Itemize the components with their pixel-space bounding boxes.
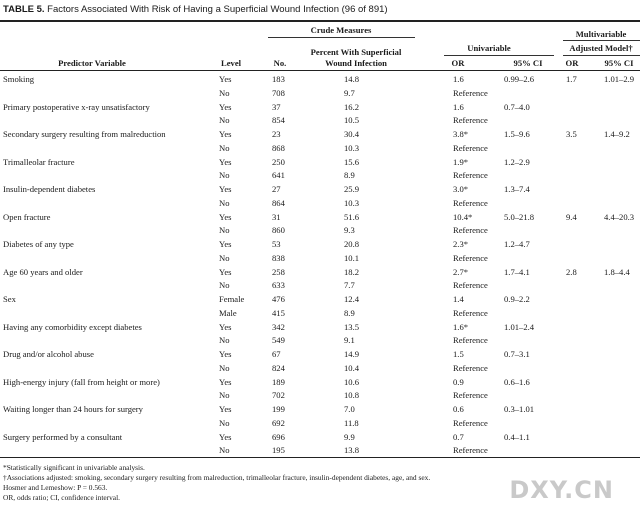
- cell-or: Reference: [453, 170, 488, 180]
- cell-or: 2.7*: [453, 266, 469, 277]
- footnote-abbreviations: OR, odds ratio; CI, confidence interval.: [3, 493, 120, 502]
- cell-or: 1.6: [453, 101, 464, 112]
- cell-level: Yes: [219, 184, 232, 194]
- cell-percent: 7.0: [344, 404, 355, 414]
- cell-number: 189: [272, 376, 285, 387]
- header-ci: 95% CI: [513, 58, 543, 68]
- header-multivariable: Multivariable: [575, 29, 627, 39]
- cell-percent: 8.9: [344, 307, 355, 318]
- cell-level: Yes: [219, 266, 232, 277]
- cell-number: 854: [272, 115, 285, 125]
- cell-number: 633: [272, 280, 285, 290]
- cell-or: 3.8*: [453, 129, 469, 139]
- cell-or: 0.9: [453, 376, 464, 387]
- cell-percent: 10.1: [344, 252, 360, 263]
- cell-level: Yes: [219, 101, 232, 112]
- cell-number: 549: [272, 335, 285, 345]
- header-adjusted-or: OR: [565, 58, 579, 68]
- cell-number: 641: [272, 170, 285, 180]
- cell-adjusted-ci: 4.4–20.3: [604, 211, 635, 222]
- cell-percent: 10.4: [344, 362, 360, 373]
- cell-number: 702: [272, 390, 285, 400]
- cell-level: Male: [219, 307, 237, 318]
- cell-level: No: [219, 280, 230, 290]
- header-rule: [0, 70, 640, 71]
- multivariable-underline: [563, 40, 640, 41]
- cell-number: 824: [272, 362, 285, 373]
- cell-ci: 0.7–3.1: [504, 349, 530, 359]
- cell-number: 864: [272, 197, 285, 208]
- predictor-label: Having any comorbidity except diabetes: [3, 321, 142, 332]
- cell-level: Yes: [219, 431, 232, 442]
- cell-number: 860: [272, 225, 285, 235]
- cell-or: 0.7: [453, 431, 464, 442]
- cell-or: 1.6*: [453, 321, 469, 332]
- header-adjusted-ci: 95% CI: [604, 58, 634, 68]
- univariable-underline: [444, 55, 554, 56]
- cell-percent: 51.6: [344, 211, 360, 222]
- predictor-label: Surgery performed by a consultant: [3, 431, 123, 442]
- predictor-label: Age 60 years and older: [3, 266, 83, 277]
- cell-adjusted-or: 9.4: [566, 211, 577, 222]
- cell-number: 37: [272, 101, 281, 112]
- cell-number: 415: [272, 307, 285, 318]
- cell-or: Reference: [453, 390, 488, 400]
- cell-number: 476: [272, 294, 285, 304]
- cell-ci: 0.4–1.1: [504, 431, 530, 442]
- cell-ci: 1.2–2.9: [504, 156, 530, 167]
- predictor-label: Open fracture: [3, 211, 51, 222]
- cell-percent: 14.9: [344, 349, 360, 359]
- cell-percent: 10.5: [344, 115, 360, 125]
- cell-number: 31: [272, 211, 281, 222]
- cell-ci: 1.3–7.4: [504, 184, 530, 194]
- cell-number: 183: [272, 74, 285, 84]
- cell-percent: 11.8: [344, 417, 359, 428]
- cell-level: No: [219, 252, 230, 263]
- table-caption: Factors Associated With Risk of Having a Superficial Wound Infection (96 of 891): [47, 4, 388, 15]
- cell-or: 10.4*: [453, 211, 473, 222]
- cell-level: Yes: [219, 349, 232, 359]
- cell-level: No: [219, 445, 230, 455]
- footnote-adjustment: †Associations adjusted: smoking, secondary surgery resulting from malreduction, trimalleolar fracture, insulin-dependent diabetes, age, and sex.: [3, 473, 431, 482]
- cell-percent: 14.8: [344, 74, 360, 84]
- cell-or: 2.3*: [453, 239, 469, 249]
- cell-percent: 10.8: [344, 390, 360, 400]
- cell-percent: 25.9: [344, 184, 360, 194]
- cell-level: No: [219, 390, 230, 400]
- cell-or: Reference: [453, 280, 488, 290]
- cell-level: Yes: [219, 74, 232, 84]
- cell-or: Reference: [453, 115, 488, 125]
- cell-percent: 10.3: [344, 142, 360, 153]
- cell-or: Reference: [453, 252, 488, 263]
- cell-ci: 0.3–1.01: [504, 404, 535, 414]
- cell-level: Yes: [219, 239, 232, 249]
- cell-number: 23: [272, 129, 281, 139]
- predictor-label: Insulin-dependent diabetes: [3, 184, 96, 194]
- header-univariable: Univariable: [467, 43, 511, 53]
- cell-number: 27: [272, 184, 281, 194]
- cell-or: 1.9*: [453, 156, 469, 167]
- cell-number: 53: [272, 239, 281, 249]
- cell-level: Yes: [219, 129, 232, 139]
- top-rule: [0, 20, 640, 22]
- cell-percent: 13.8: [344, 445, 360, 455]
- cell-percent: 15.6: [344, 156, 360, 167]
- header-predictor: Predictor Variable: [58, 58, 126, 68]
- cell-level: No: [219, 170, 230, 180]
- cell-or: 1.6: [453, 74, 464, 84]
- header-percent-line1: Percent With Superficial: [310, 47, 402, 57]
- cell-ci: 0.6–1.6: [504, 376, 530, 387]
- cell-or: Reference: [453, 335, 488, 345]
- cell-level: Yes: [219, 211, 232, 222]
- cell-or: Reference: [453, 307, 488, 318]
- adjusted-underline: [563, 55, 640, 56]
- predictor-label: Drug and/or alcohol abuse: [3, 349, 94, 359]
- predictor-label: Secondary surgery resulting from malreduction: [3, 129, 166, 139]
- predictor-label: Diabetes of any type: [3, 239, 74, 249]
- cell-percent: 9.3: [344, 225, 355, 235]
- cell-percent: 8.9: [344, 170, 355, 180]
- cell-adjusted-or: 1.7: [566, 74, 577, 84]
- cell-percent: 18.2: [344, 266, 360, 277]
- cell-number: 696: [272, 431, 285, 442]
- cell-or: 1.4: [453, 294, 464, 304]
- watermark-logo: DXY.CN: [509, 476, 614, 504]
- bottom-rule: [0, 457, 640, 458]
- cell-percent: 10.3: [344, 197, 360, 208]
- predictor-label: Sex: [3, 294, 16, 304]
- cell-or: Reference: [453, 142, 488, 153]
- cell-ci: 0.9–2.2: [504, 294, 530, 304]
- cell-number: 250: [272, 156, 285, 167]
- cell-level: No: [219, 362, 230, 373]
- cell-number: 67: [272, 349, 281, 359]
- header-level: Level: [220, 58, 242, 68]
- cell-percent: 30.4: [344, 129, 360, 139]
- cell-or: 1.5: [453, 349, 464, 359]
- cell-percent: 16.2: [344, 101, 360, 112]
- table-title: [3, 4, 388, 15]
- predictor-label: Waiting longer than 24 hours for surgery: [3, 404, 143, 414]
- cell-percent: 12.4: [344, 294, 360, 304]
- footnote-hosmer-lemeshow: Hosmer and Lemeshow: P = 0.563.: [3, 483, 108, 492]
- cell-ci: 5.0–21.8: [504, 211, 535, 222]
- cell-number: 342: [272, 321, 285, 332]
- predictor-label: Smoking: [3, 74, 35, 84]
- cell-or: 3.0*: [453, 184, 469, 194]
- cell-level: Yes: [219, 156, 232, 167]
- cell-level: No: [219, 335, 230, 345]
- cell-adjusted-or: 3.5: [566, 129, 577, 139]
- predictor-label: Primary postoperative x-ray unsatisfactory: [3, 101, 150, 112]
- cell-number: 868: [272, 142, 285, 153]
- header-number: No.: [273, 58, 287, 68]
- cell-level: No: [219, 197, 230, 208]
- cell-level: No: [219, 417, 230, 428]
- cell-or: Reference: [453, 445, 488, 455]
- cell-percent: 9.9: [344, 431, 355, 442]
- cell-or: Reference: [453, 417, 488, 428]
- cell-number: 692: [272, 417, 285, 428]
- cell-percent: 9.1: [344, 335, 355, 345]
- cell-level: Yes: [219, 404, 232, 414]
- cell-percent: 10.6: [344, 376, 360, 387]
- cell-or: Reference: [453, 362, 488, 373]
- cell-or: Reference: [453, 225, 488, 235]
- cell-number: 195: [272, 445, 285, 455]
- cell-adjusted-or: 2.8: [566, 266, 577, 277]
- cell-or: Reference: [453, 197, 488, 208]
- cell-ci: 0.99–2.6: [504, 74, 535, 84]
- cell-number: 199: [272, 404, 285, 414]
- cell-level: Yes: [219, 376, 232, 387]
- predictor-label: Trimalleolar fracture: [3, 156, 75, 167]
- header-crude-measures: Crude Measures: [310, 25, 372, 35]
- cell-level: No: [219, 115, 230, 125]
- table-number: TABLE 5.: [3, 4, 45, 15]
- crude-measures-underline: [268, 37, 415, 38]
- cell-ci: 0.7–4.0: [504, 101, 530, 112]
- footnote-significance: *Statistically significant in univariable analysis.: [3, 463, 145, 472]
- cell-level: No: [219, 142, 230, 153]
- cell-level: No: [219, 87, 230, 98]
- cell-level: Yes: [219, 321, 232, 332]
- header-or: OR: [451, 58, 465, 68]
- cell-level: No: [219, 225, 230, 235]
- header-percent-line2: Wound Infection: [325, 58, 387, 68]
- cell-percent: 20.8: [344, 239, 360, 249]
- cell-percent: 7.7: [344, 280, 355, 290]
- cell-ci: 1.2–4.7: [504, 239, 530, 249]
- cell-or: Reference: [453, 87, 488, 98]
- cell-adjusted-ci: 1.01–2.9: [604, 74, 635, 84]
- cell-adjusted-ci: 1.4–9.2: [604, 129, 630, 139]
- cell-ci: 1.5–9.6: [504, 129, 530, 139]
- cell-or: 0.6: [453, 404, 464, 414]
- predictor-label: High-energy injury (fall from height or more): [3, 376, 160, 387]
- cell-number: 258: [272, 266, 285, 277]
- header-adjusted-model: Adjusted Model†: [569, 43, 633, 53]
- cell-level: Female: [219, 294, 245, 304]
- cell-adjusted-ci: 1.8–4.4: [604, 266, 630, 277]
- cell-ci: 1.01–2.4: [504, 321, 535, 332]
- cell-percent: 9.7: [344, 87, 355, 98]
- cell-number: 838: [272, 252, 285, 263]
- cell-ci: 1.7–4.1: [504, 266, 530, 277]
- cell-number: 708: [272, 87, 285, 98]
- cell-percent: 13.5: [344, 321, 360, 332]
